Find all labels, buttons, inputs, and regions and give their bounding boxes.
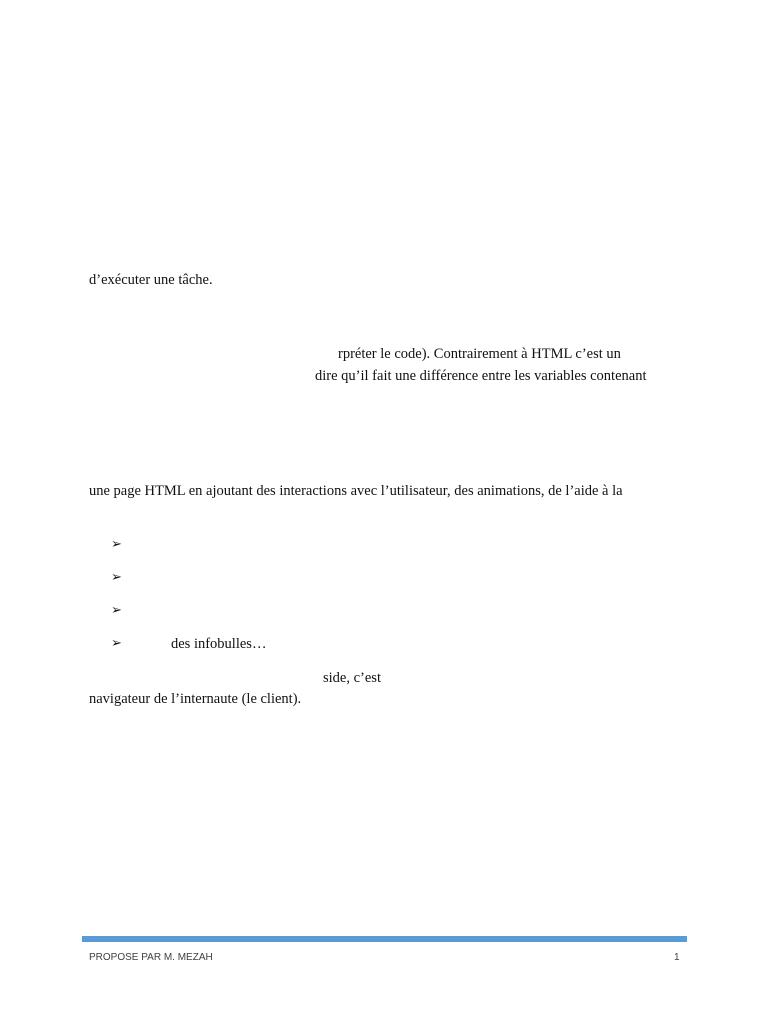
- paragraph-line: rpréter le code). Contrairement à HTML c’est un: [338, 346, 621, 362]
- paragraph-line: une page HTML en ajoutant des interactions avec l’utilisateur, des animations, de l’aide à la: [89, 483, 623, 499]
- bullet-arrow-icon: ➢: [111, 603, 122, 618]
- bullet-arrow-icon: ➢: [111, 537, 122, 552]
- paragraph-line: d’exécuter une tâche.: [89, 272, 213, 288]
- bullet-item-text: des infobulles…: [171, 636, 267, 652]
- bullet-arrow-icon: ➢: [111, 636, 122, 651]
- paragraph-line: side, c’est: [323, 670, 381, 686]
- page-number: 1: [674, 952, 680, 963]
- footer-author: PROPOSE PAR M. MEZAH: [89, 952, 213, 963]
- footer-divider: [82, 936, 687, 942]
- bullet-arrow-icon: ➢: [111, 570, 122, 585]
- paragraph-line: dire qu’il fait une différence entre les variables contenant: [315, 368, 647, 384]
- paragraph-line: navigateur de l’internaute (le client).: [89, 691, 302, 707]
